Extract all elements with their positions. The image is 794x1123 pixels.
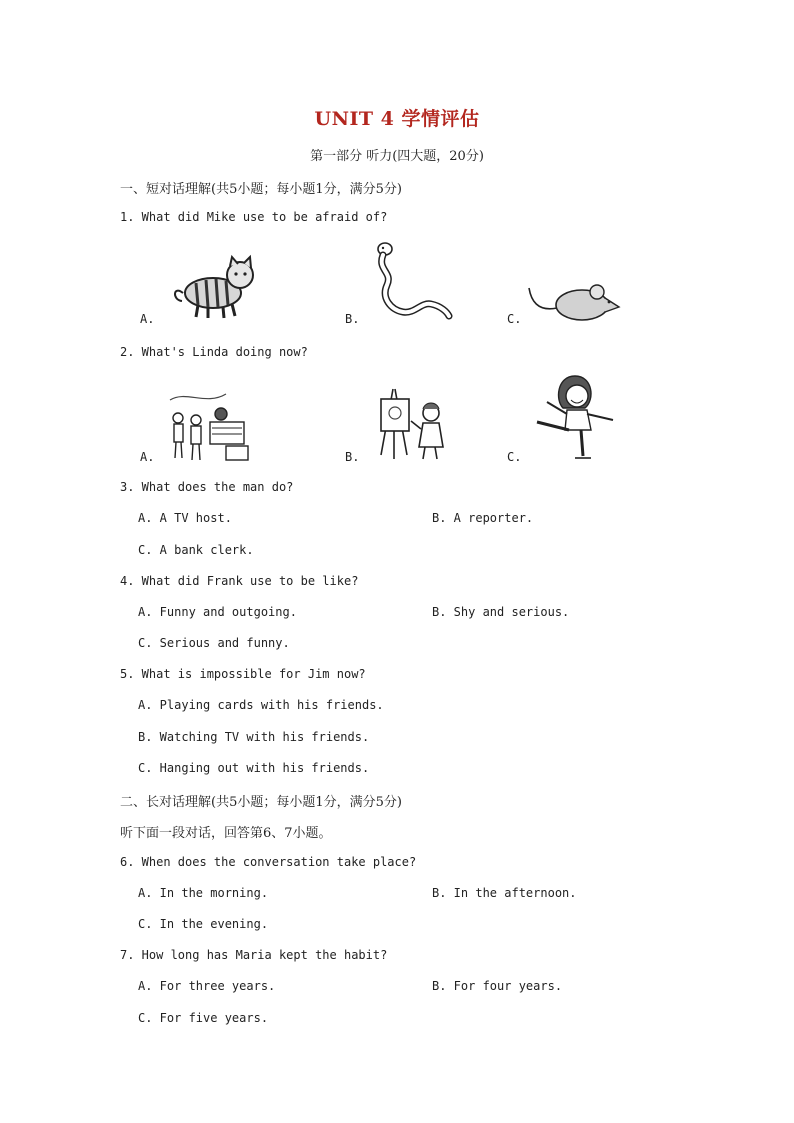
q7-option-a[interactable]: A. For three years. bbox=[138, 979, 276, 993]
option-label: B. bbox=[345, 312, 360, 326]
q5-stem: 5. What is impossible for Jim now? bbox=[120, 667, 366, 681]
section2-intro: 听下面一段对话，回答第6、7小题。 bbox=[120, 826, 332, 841]
section1-heading: 一、短对话理解(共5小题；每小题1分，满分5分) bbox=[120, 182, 402, 197]
painting-girl-icon bbox=[373, 385, 453, 463]
q7-stem: 7. How long has Maria kept the habit? bbox=[120, 948, 388, 962]
option-label: A. bbox=[140, 312, 155, 326]
q3-option-a[interactable]: A. A TV host. bbox=[138, 511, 232, 525]
q2-option-a[interactable] bbox=[140, 388, 270, 468]
part-subtitle: 第一部分 听力(四大题，20分) bbox=[310, 149, 484, 164]
q5-option-a[interactable]: A. Playing cards with his friends. bbox=[138, 698, 384, 712]
q2-stem: 2. What's Linda doing now? bbox=[120, 345, 308, 359]
q2-option-b[interactable] bbox=[345, 385, 465, 468]
q5-option-c[interactable]: C. Hanging out with his friends. bbox=[138, 761, 370, 775]
q1-option-b[interactable] bbox=[345, 240, 465, 330]
page-title: UNIT 4 学情评估 bbox=[314, 108, 480, 130]
cat-icon bbox=[168, 255, 258, 321]
band-playing-icon bbox=[166, 388, 256, 464]
q7-option-c[interactable]: C. For five years. bbox=[138, 1011, 269, 1025]
q7-option-b[interactable]: B. For four years. bbox=[432, 979, 563, 993]
q1-option-a[interactable] bbox=[140, 255, 270, 330]
option-label: A. bbox=[140, 450, 155, 464]
q4-stem: 4. What did Frank use to be like? bbox=[120, 574, 359, 588]
q6-stem: 6. When does the conversation take place? bbox=[120, 855, 417, 869]
q5-option-b[interactable]: B. Watching TV with his friends. bbox=[138, 730, 370, 744]
q4-option-b[interactable]: B. Shy and serious. bbox=[432, 605, 570, 619]
option-label: C. bbox=[507, 450, 522, 464]
q1-stem: 1. What did Mike use to be afraid of? bbox=[120, 210, 388, 224]
q3-option-c[interactable]: C. A bank clerk. bbox=[138, 543, 254, 557]
q2-option-c[interactable] bbox=[505, 372, 625, 468]
option-label: B. bbox=[345, 450, 360, 464]
section2-heading: 二、长对话理解(共5小题；每小题1分，满分5分) bbox=[120, 795, 402, 810]
q3-stem: 3. What does the man do? bbox=[120, 480, 294, 494]
q1-option-c[interactable] bbox=[505, 280, 625, 330]
mouse-icon bbox=[527, 280, 622, 324]
q4-option-c[interactable]: C. Serious and funny. bbox=[138, 636, 290, 650]
q3-option-b[interactable]: B. A reporter. bbox=[432, 511, 534, 525]
snake-icon bbox=[373, 240, 453, 322]
q4-option-a[interactable]: A. Funny and outgoing. bbox=[138, 605, 297, 619]
q6-option-a[interactable]: A. In the morning. bbox=[138, 886, 269, 900]
q6-option-c[interactable]: C. In the evening. bbox=[138, 917, 269, 931]
q6-option-b[interactable]: B. In the afternoon. bbox=[432, 886, 577, 900]
skating-girl-icon bbox=[527, 372, 619, 464]
option-label: C. bbox=[507, 312, 522, 326]
